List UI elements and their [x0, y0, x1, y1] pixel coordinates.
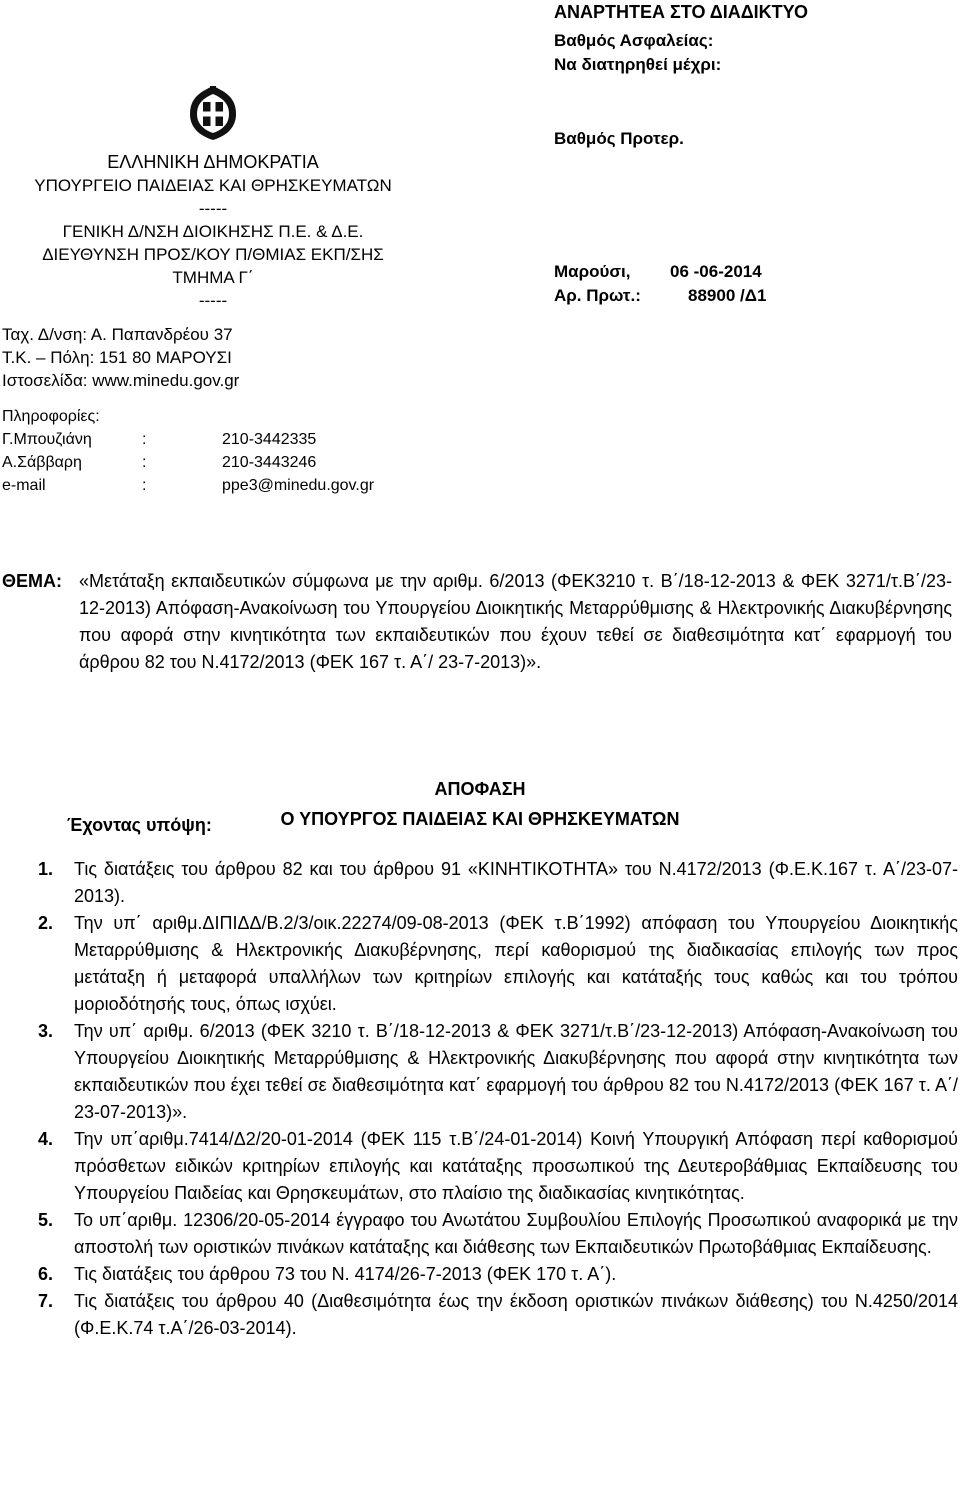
item-number: 7.: [38, 1291, 54, 1311]
item-text: Την υπ΄ αριθμ.ΔΙΠΙΔΔ/Β.2/3/οικ.22274/09-08-2013 (ΦΕΚ τ.Β΄1992) απόφαση του Υπουργείου Διοικητικής Μεταρρύθμισης & Ηλεκτρονικής Διακυβέρνησης, περί καθορισμού της διαδικασίας επιλογής των προς μετάταξη ή μεταφορά υπαλλήλων των κριτηρίων επιλογής και κατάταξής τους καθώς και του τρόπου μοριοδότησής τους, όπως ισχύει.: [74, 913, 958, 1014]
item-number: 6.: [38, 1264, 54, 1284]
item-text: Τις διατάξεις του άρθρου 82 και του άρθρου 91 «ΚΙΝΗΤΙΚΟΤΗΤΑ» του Ν.4172/2013 (Φ.Ε.Κ.167 τ. Α΄/23-07-2013).: [74, 859, 958, 906]
minister-title: Ο ΥΠΟΥΡΓΟΣ ΠΑΙΔΕΙΑΣ ΚΑΙ ΘΡΗΣΚΕΥΜΑΤΩΝ: [280, 809, 680, 829]
keep-until-label: Να διατηρηθεί μέχρι:: [554, 55, 722, 74]
divider: -----: [198, 199, 228, 218]
contact-row: [2, 474, 374, 497]
divider: -----: [198, 291, 228, 310]
place-label: Μαρούσι,: [554, 262, 631, 281]
posting-label: ΑΝΑΡΤΗΤΕΑ ΣΤΟ ΔΙΑΔΙΚΤΥΟ: [554, 2, 808, 22]
item-text: Την υπ΄ αριθμ. 6/2013 (ΦΕΚ 3210 τ. Β΄/18-12-2013 & ΦΕΚ 3271/τ.Β΄/23-12-2013) Απόφαση-Ανακοίνωση του Υπουργείου Διοικητικής Μεταρρύθμισης & Ηλεκτρονικής Διακυβέρνησης που αφορά στην κινητικότητα των εκπαιδευτικών που έχει τεθεί σε διαθεσιμότητα κατ΄ εφαρμογή του άρθρου 82 του Ν.4172/2013 (ΦΕΚ 167 τ. Α΄/ 23-07-2013)».: [74, 1021, 958, 1122]
considerations-list: [38, 856, 958, 1342]
contact-sep: :: [142, 477, 147, 494]
item-text: Τις διατάξεις του άρθρου 73 του Ν. 4174/26-7-2013 (ΦΕΚ 170 τ. Α΄).: [74, 1264, 617, 1284]
list-item: [38, 856, 958, 910]
general-directorate-line: ΓΕΝΙΚΗ Δ/ΝΣΗ ΔΙΟΙΚΗΣΗΣ Π.Ε. & Δ.Ε.: [62, 222, 364, 241]
item-text: Το υπ΄αριθμ. 12306/20-05-2014 έγγραφο του Ανωτάτου Συμβουλίου Επιλογής Προσωπικού αναφορικά με την αποστολή των οριστικών πινάκων κατάταξης και διάθεσης των Εκπαιδευτικών Πρωτοβάθμιας Εκπαίδευσης.: [74, 1210, 958, 1257]
info-label: Πληροφορίες:: [2, 408, 100, 425]
contact-email: ppe3@minedu.gov.gr: [222, 477, 375, 494]
header-right: [554, 0, 808, 77]
subject-block: [2, 568, 952, 676]
contacts-block: [2, 405, 374, 497]
item-number: 2.: [38, 913, 54, 933]
decision-heading: [220, 774, 740, 834]
item-text: Την υπ΄αριθμ.7414/Δ2/20-01-2014 (ΦΕΚ 115 τ.Β΄/24-01-2014) Κοινή Υπουργική Απόφαση περί καθορισμού πρόσθετων ειδικών κριτηρίων επιλογής και κατάταξης προσωπικού της Δευτεροβάθμιας Εκπαίδευσης του Υπουργείου Παιδείας και Θρησκευμάτων, στο πλαίσιο της διαδικασίας κινητικότητας.: [74, 1129, 958, 1203]
priority-label: Βαθμός Προτερ.: [554, 129, 684, 148]
item-text: Τις διατάξεις του άρθρου 40 (Διαθεσιμότητα έως την έκδοση οριστικών πινάκων διάθεσης) του Ν.4250/2014 (Φ.Ε.Κ.74 τ.Α΄/26-03-2014).: [74, 1291, 958, 1338]
postcode-line: Τ.Κ. – Πόλη: 151 80 ΜΑΡΟΥΣΙ: [2, 348, 232, 367]
protocol-line: [554, 284, 766, 308]
item-number: 4.: [38, 1129, 54, 1149]
considering-label: Έχοντας υπόψη:: [67, 815, 212, 835]
list-item: [38, 1261, 958, 1288]
website-line: Ιστοσελίδα: www.minedu.gov.gr: [2, 371, 240, 390]
list-item: [38, 1126, 958, 1207]
protocol-label: Αρ. Πρωτ.:: [554, 286, 641, 305]
decision-title: ΑΠΟΦΑΣΗ: [434, 779, 526, 799]
item-number: 5.: [38, 1210, 54, 1230]
department-line: ΤΜΗΜΑ Γ΄: [172, 268, 254, 287]
list-item: [38, 1288, 958, 1342]
protocol-number: 88900 /Δ1: [688, 286, 767, 305]
list-item: [38, 1207, 958, 1261]
contact-sep: :: [142, 454, 147, 471]
contact-name: Γ.Μπουζιάνη: [2, 431, 92, 448]
list-item: [38, 1018, 958, 1126]
greek-emblem-icon: [186, 84, 240, 142]
contact-phone: 210-3442335: [222, 431, 317, 448]
republic-line: ΕΛΛΗΝΙΚΗ ΔΗΜΟΚΡΑΤΙΑ: [107, 152, 319, 172]
security-grade-label: Βαθμός Ασφαλείας:: [554, 31, 714, 50]
contact-name: e-mail: [2, 477, 46, 494]
date-line: [554, 260, 766, 284]
date-protocol-block: [554, 260, 766, 308]
address-line: Ταχ. Δ/νση: Α. Παπανδρέου 37: [2, 325, 233, 344]
address-block: [2, 323, 239, 392]
directorate-line: ΔΙΕΥΘΥΝΣΗ ΠΡΟΣ/ΚΟΥ Π/ΘΜΙΑΣ ΕΚΠ/ΣΗΣ: [42, 245, 384, 264]
subject-text: «Μετάταξη εκπαιδευτικών σύμφωνα με την αριθμ. 6/2013 (ΦΕΚ3210 τ. Β΄/18-12-2013 & ΦΕΚ 3271/τ.Β΄/23-12-2013) Απόφαση-Ανακοίνωση του Υπουργείου Διοικητικής Μεταρρύθμισης & Ηλεκτρονικής Διακυβέρνησης που αφορά στην κινητικότητα των εκπαιδευτικών που έχουν τεθεί σε διαθεσιμότητα κατ΄ εφαρμογή του άρθρου 82 του Ν.4172/2013 (ΦΕΚ 167 τ. Α΄/ 23-7-2013)».: [79, 571, 952, 672]
contact-row: [2, 428, 374, 451]
item-number: 3.: [38, 1021, 54, 1041]
contact-phone: 210-3443246: [222, 454, 317, 471]
contact-row: [2, 451, 374, 474]
item-number: 1.: [38, 859, 54, 879]
document-date: 06 -06-2014: [670, 262, 762, 281]
contact-name: Α.Σάββαρη: [2, 454, 82, 471]
contact-sep: :: [142, 431, 147, 448]
ministry-line: ΥΠΟΥΡΓΕΙΟ ΠΑΙΔΕΙΑΣ ΚΑΙ ΘΡΗΣΚΕΥΜΑΤΩΝ: [34, 176, 392, 195]
sender-block: [0, 150, 426, 312]
list-item: [38, 910, 958, 1018]
subject-label: ΘΕΜΑ:: [2, 571, 62, 591]
